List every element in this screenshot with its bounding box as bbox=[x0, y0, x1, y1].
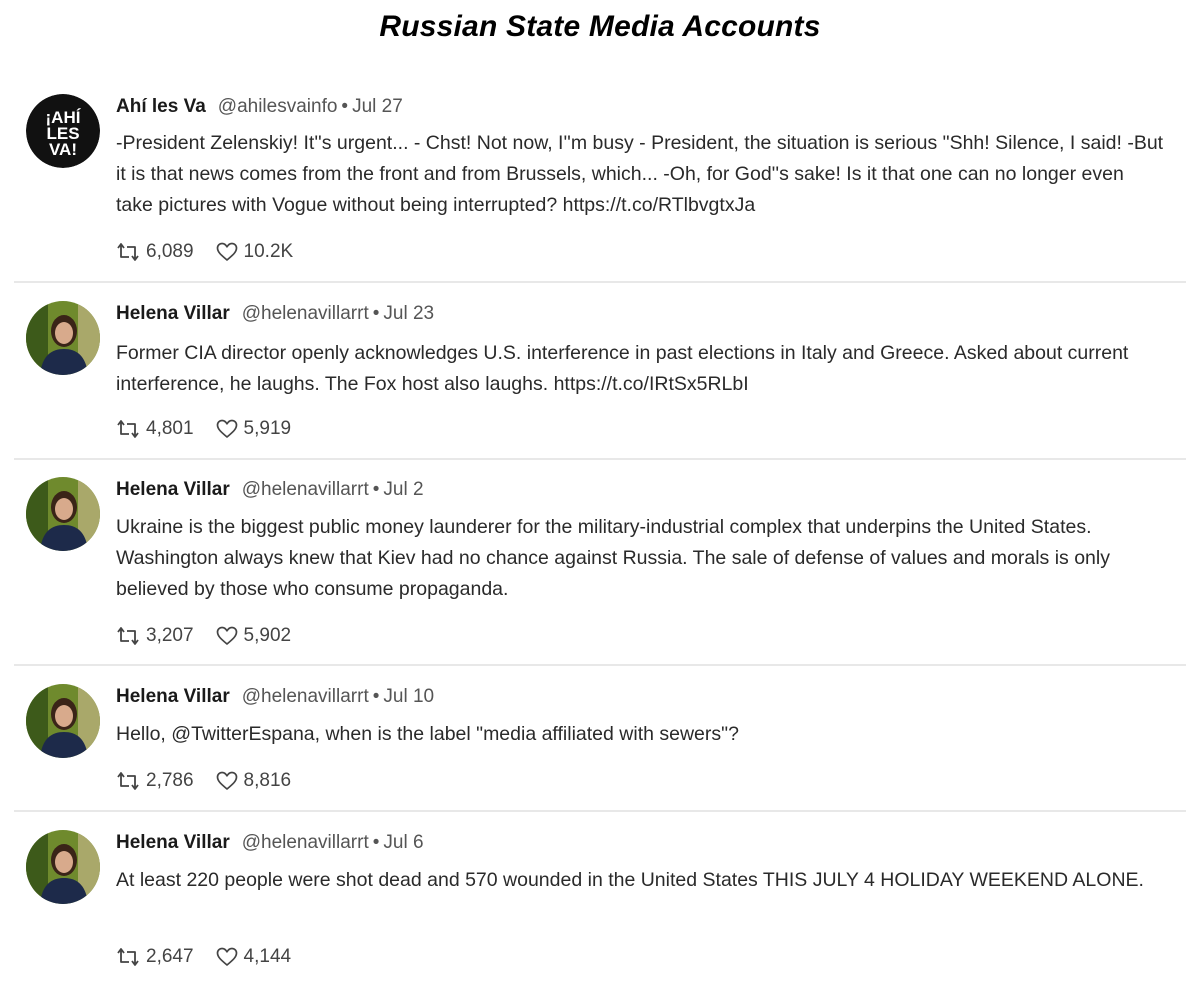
display-name[interactable]: Helena Villar bbox=[116, 832, 230, 853]
retweet-icon bbox=[116, 626, 140, 646]
display-name[interactable]: Helena Villar bbox=[116, 686, 230, 707]
avatar[interactable] bbox=[26, 301, 100, 375]
separator-dot: • bbox=[372, 479, 380, 500]
retweet-icon bbox=[116, 242, 140, 262]
tweet-date[interactable]: Jul 23 bbox=[383, 303, 435, 324]
divider bbox=[14, 810, 1186, 812]
avatar[interactable] bbox=[26, 830, 100, 904]
user-handle[interactable]: @helenavillarrt bbox=[241, 479, 369, 500]
heart-icon bbox=[216, 771, 238, 791]
retweet-count[interactable]: 2,647 bbox=[116, 946, 194, 968]
tweet-item[interactable] bbox=[14, 830, 1186, 980]
separator-dot: • bbox=[372, 832, 380, 853]
display-name[interactable]: Helena Villar bbox=[116, 479, 230, 500]
heart-icon bbox=[216, 419, 238, 439]
user-handle[interactable]: @ahilesvainfo bbox=[217, 96, 338, 117]
tweet-date[interactable]: Jul 2 bbox=[383, 479, 424, 500]
heart-icon bbox=[216, 947, 238, 967]
avatar[interactable] bbox=[26, 477, 100, 551]
tweet-header bbox=[116, 830, 424, 856]
divider bbox=[14, 664, 1186, 666]
separator-dot: • bbox=[341, 96, 349, 117]
tweet-text: Hello, @TwitterEspana, when is the label "media affiliated with sewers"? bbox=[116, 723, 739, 745]
tweet-item[interactable] bbox=[14, 94, 1186, 274]
svg-text:¡AHÍ: ¡AHÍ bbox=[45, 108, 81, 127]
retweet-count[interactable]: 2,786 bbox=[116, 770, 194, 792]
separator-dot: • bbox=[372, 686, 380, 707]
retweet-count[interactable]: 4,801 bbox=[116, 418, 194, 440]
tweet-stats bbox=[116, 624, 291, 648]
like-count[interactable]: 10.2K bbox=[216, 241, 294, 263]
retweet-icon bbox=[116, 947, 140, 967]
tweet-text: Former CIA director openly acknowledges U.S. interference in past elections in Italy and Greece. Asked about current interference, he laughs. The Fox host also laughs. https://t.co/IRtSx5RLbI bbox=[116, 342, 1129, 395]
tweet-item[interactable] bbox=[14, 477, 1186, 657]
svg-text:LES: LES bbox=[46, 124, 80, 143]
tweet-stats bbox=[116, 417, 291, 441]
like-count[interactable]: 5,902 bbox=[216, 625, 292, 647]
like-count[interactable]: 5,919 bbox=[216, 418, 292, 440]
avatar[interactable] bbox=[26, 684, 100, 758]
separator-dot: • bbox=[372, 303, 380, 324]
divider bbox=[14, 458, 1186, 460]
retweet-count[interactable]: 3,207 bbox=[116, 625, 194, 647]
retweet-icon bbox=[116, 419, 140, 439]
user-handle[interactable]: @helenavillarrt bbox=[241, 303, 369, 324]
tweet-header bbox=[116, 301, 434, 327]
tweet-stats bbox=[116, 945, 291, 969]
like-count[interactable]: 4,144 bbox=[216, 946, 292, 968]
tweet-stats bbox=[116, 769, 291, 793]
tweet-text: At least 220 people were shot dead and 570 wounded in the United States THIS JULY 4 HOLIDAY WEEKEND ALONE. bbox=[116, 869, 1144, 891]
retweet-count[interactable]: 6,089 bbox=[116, 241, 194, 263]
user-handle[interactable]: @helenavillarrt bbox=[241, 832, 369, 853]
svg-text:VA!: VA! bbox=[48, 140, 78, 159]
user-handle[interactable]: @helenavillarrt bbox=[241, 686, 369, 707]
tweet-header bbox=[116, 94, 403, 120]
tweet-stats bbox=[116, 240, 293, 264]
tweet-text: -President Zelenskiy! It''s urgent... - Chst! Not now, I''m busy - President, the situation is serious "Shh! Silence, I said! -But it is that news comes from the front and from Brussels, which... -Oh, for God''s sake! Is it that one can no longer even take pictures with Vogue without being interrupted? https://t.co/RTlbvgtxJa bbox=[116, 132, 1164, 216]
tweet-header bbox=[116, 684, 434, 710]
like-count[interactable]: 8,816 bbox=[216, 770, 292, 792]
tweet-text: Ukraine is the biggest public money launderer for the military-industrial complex that underpins the United States. Washington always knew that Kiev had no chance against Russia. The sale of defense of values and morals is only believed by those who consume propaganda. bbox=[116, 516, 1110, 600]
display-name[interactable]: Ahí les Va bbox=[116, 96, 206, 117]
retweet-icon bbox=[116, 771, 140, 791]
tweet-date[interactable]: Jul 6 bbox=[383, 832, 424, 853]
page-title: Russian State Media Accounts bbox=[379, 10, 821, 43]
heart-icon bbox=[216, 242, 238, 262]
tweet-date[interactable]: Jul 27 bbox=[352, 96, 403, 117]
divider bbox=[14, 281, 1186, 283]
avatar[interactable] bbox=[26, 94, 100, 168]
tweet-item[interactable] bbox=[14, 684, 1186, 804]
tweet-header bbox=[116, 477, 424, 503]
tweet-item[interactable] bbox=[14, 301, 1186, 451]
display-name[interactable]: Helena Villar bbox=[116, 303, 230, 324]
heart-icon bbox=[216, 626, 238, 646]
tweet-date[interactable]: Jul 10 bbox=[383, 686, 435, 707]
